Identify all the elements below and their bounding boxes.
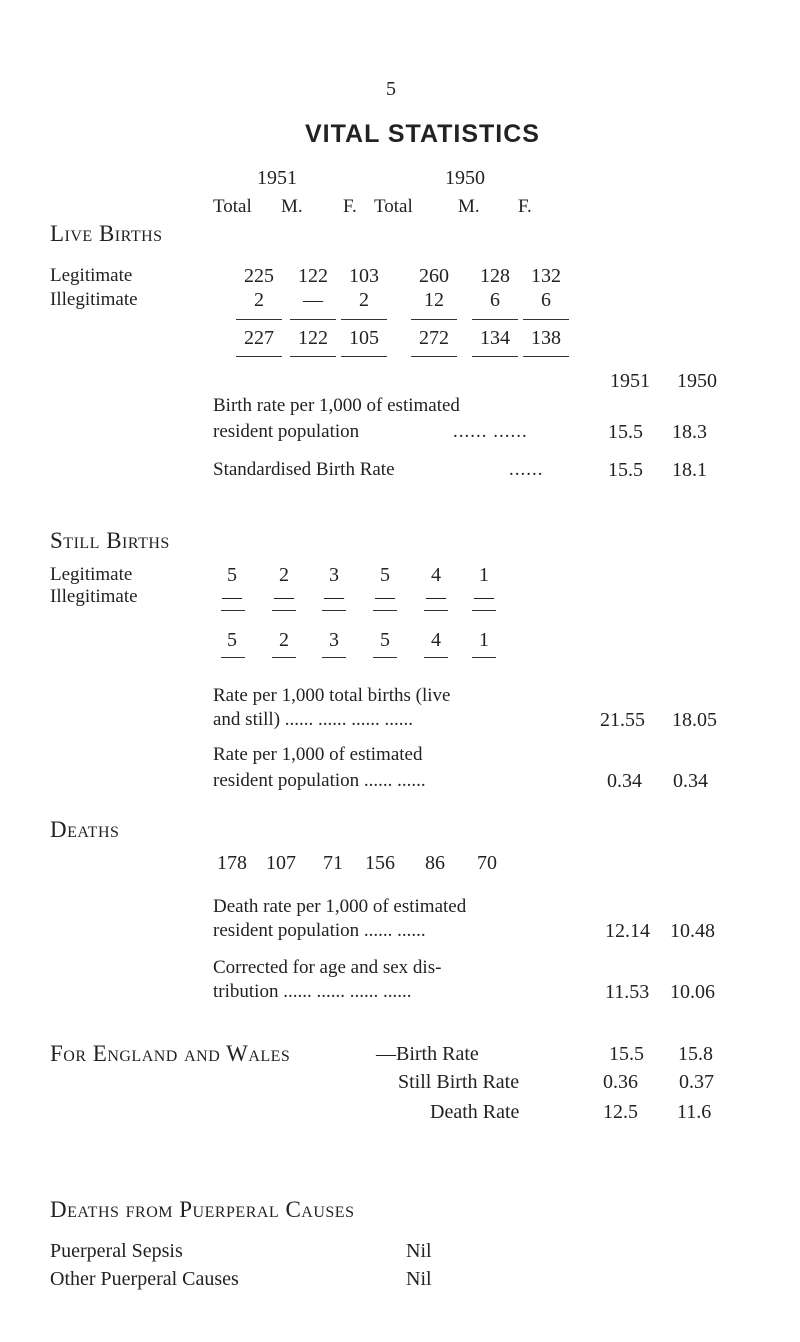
table-cell: 134 bbox=[480, 327, 510, 349]
divider bbox=[272, 657, 296, 658]
table-cell: 5 bbox=[227, 629, 237, 651]
still-rate-population-1951: 0.34 bbox=[607, 770, 642, 792]
table-cell: 1 bbox=[479, 629, 489, 651]
puerperal-sepsis-value: Nil bbox=[406, 1240, 432, 1262]
ew-birth-rate-1951: 15.5 bbox=[609, 1043, 644, 1065]
table-cell: 5 bbox=[227, 564, 237, 586]
puerperal-sepsis-label: Puerperal Sepsis bbox=[50, 1240, 183, 1262]
table-cell: 6 bbox=[541, 289, 551, 311]
table-cell: 5 bbox=[380, 629, 390, 651]
ew-death-rate-1951: 12.5 bbox=[603, 1101, 638, 1123]
col-header-total-1951: Total bbox=[213, 196, 252, 217]
divider bbox=[373, 657, 397, 658]
table-cell: 178 bbox=[217, 852, 247, 874]
divider bbox=[290, 356, 336, 357]
leader-dots: ...... bbox=[509, 459, 544, 480]
standardised-birth-rate-1950: 18.1 bbox=[672, 459, 707, 481]
year-header-1951: 1951 bbox=[257, 167, 297, 189]
ew-death-rate-1950: 11.6 bbox=[677, 1101, 712, 1123]
row-label-illegitimate: Illegitimate bbox=[50, 586, 138, 607]
year-header-1950: 1950 bbox=[445, 167, 485, 189]
table-cell: — bbox=[474, 586, 494, 608]
table-cell: 122 bbox=[298, 265, 328, 287]
table-cell: 12 bbox=[424, 289, 444, 311]
divider bbox=[221, 657, 245, 658]
table-cell: 4 bbox=[431, 629, 441, 651]
death-rate-1950: 10.48 bbox=[670, 920, 715, 942]
rate-year-1951: 1951 bbox=[610, 370, 650, 392]
ew-death-rate-label: Death Rate bbox=[430, 1101, 520, 1123]
other-puerperal-value: Nil bbox=[406, 1268, 432, 1290]
corrected-rate-label-line2: tribution ...... ...... ...... ...... bbox=[213, 981, 412, 1002]
still-rate-total-1950: 18.05 bbox=[672, 709, 717, 731]
still-rate-population-1950: 0.34 bbox=[673, 770, 708, 792]
table-cell: 107 bbox=[266, 852, 296, 874]
table-cell: 156 bbox=[365, 852, 395, 874]
table-cell: — bbox=[222, 586, 242, 608]
still-rate-total-label-line1: Rate per 1,000 total births (live bbox=[213, 685, 451, 706]
row-label-legitimate: Legitimate bbox=[50, 564, 133, 585]
divider bbox=[472, 657, 496, 658]
still-rate-population-label-line1: Rate per 1,000 of estimated bbox=[213, 744, 423, 765]
death-rate-label-line1: Death rate per 1,000 of estimated bbox=[213, 896, 467, 917]
birth-rate-1950: 18.3 bbox=[672, 421, 707, 443]
divider bbox=[472, 356, 518, 357]
other-puerperal-label: Other Puerperal Causes bbox=[50, 1268, 239, 1290]
still-rate-total-1951: 21.55 bbox=[600, 709, 645, 731]
table-cell: 225 bbox=[244, 265, 274, 287]
divider bbox=[221, 610, 245, 611]
standardised-birth-rate-label: Standardised Birth Rate bbox=[213, 459, 395, 480]
table-cell: 128 bbox=[480, 265, 510, 287]
divider bbox=[290, 319, 336, 320]
divider bbox=[472, 319, 518, 320]
col-header-f-1950: F. bbox=[518, 196, 532, 217]
ew-birth-rate-1950: 15.8 bbox=[678, 1043, 713, 1065]
page-title: VITAL STATISTICS bbox=[305, 120, 540, 148]
table-cell: 132 bbox=[531, 265, 561, 287]
england-wales-heading: For England and Wales bbox=[50, 1041, 291, 1066]
ew-still-birth-rate-label: Still Birth Rate bbox=[398, 1071, 520, 1093]
divider bbox=[272, 610, 296, 611]
divider bbox=[341, 319, 387, 320]
table-cell: 227 bbox=[244, 327, 274, 349]
table-cell: — bbox=[303, 289, 323, 311]
col-header-total-1950: Total bbox=[374, 196, 413, 217]
col-header-m-1951: M. bbox=[281, 196, 303, 217]
divider bbox=[424, 610, 448, 611]
live-births-heading: Live Births bbox=[50, 221, 163, 246]
table-cell: 71 bbox=[323, 852, 343, 874]
divider bbox=[236, 319, 282, 320]
divider bbox=[411, 356, 457, 357]
table-cell: — bbox=[426, 586, 446, 608]
puerperal-heading: Deaths from Puerperal Causes bbox=[50, 1197, 355, 1222]
still-births-heading: Still Births bbox=[50, 528, 170, 553]
death-rate-label-line2: resident population ...... ...... bbox=[213, 920, 426, 941]
divider bbox=[523, 319, 569, 320]
ew-birth-rate-label: —Birth Rate bbox=[376, 1043, 479, 1065]
table-cell: 103 bbox=[349, 265, 379, 287]
birth-rate-1951: 15.5 bbox=[608, 421, 643, 443]
table-cell: 2 bbox=[279, 564, 289, 586]
divider bbox=[411, 319, 457, 320]
table-cell: 2 bbox=[359, 289, 369, 311]
corrected-rate-1950: 10.06 bbox=[670, 981, 715, 1003]
divider bbox=[341, 356, 387, 357]
row-label-legitimate: Legitimate bbox=[50, 265, 133, 286]
table-cell: 3 bbox=[329, 564, 339, 586]
table-cell: 138 bbox=[531, 327, 561, 349]
table-cell: 4 bbox=[431, 564, 441, 586]
table-cell: 5 bbox=[380, 564, 390, 586]
divider bbox=[373, 610, 397, 611]
still-rate-total-label-line2: and still) ...... ...... ...... ...... bbox=[213, 709, 414, 730]
divider bbox=[424, 657, 448, 658]
divider bbox=[322, 610, 346, 611]
table-cell: 86 bbox=[425, 852, 445, 874]
divider bbox=[236, 356, 282, 357]
deaths-heading: Deaths bbox=[50, 817, 120, 842]
birth-rate-label-line2: resident population bbox=[213, 421, 360, 442]
col-header-m-1950: M. bbox=[458, 196, 480, 217]
divider bbox=[322, 657, 346, 658]
table-cell: 105 bbox=[349, 327, 379, 349]
table-cell: 3 bbox=[329, 629, 339, 651]
ew-still-birth-rate-1950: 0.37 bbox=[679, 1071, 714, 1093]
table-cell: 1 bbox=[479, 564, 489, 586]
corrected-rate-label-line1: Corrected for age and sex dis- bbox=[213, 957, 442, 978]
table-cell: — bbox=[274, 586, 294, 608]
page-number: 5 bbox=[386, 78, 396, 100]
leader-dots: ...... ...... bbox=[453, 421, 528, 442]
table-cell: 6 bbox=[490, 289, 500, 311]
table-cell: 272 bbox=[419, 327, 449, 349]
standardised-birth-rate-1951: 15.5 bbox=[608, 459, 643, 481]
table-cell: — bbox=[375, 586, 395, 608]
table-cell: 260 bbox=[419, 265, 449, 287]
death-rate-1951: 12.14 bbox=[605, 920, 650, 942]
birth-rate-label-line1: Birth rate per 1,000 of estimated bbox=[213, 395, 460, 416]
table-cell: 70 bbox=[477, 852, 497, 874]
divider bbox=[523, 356, 569, 357]
still-rate-population-label-line2: resident population ...... ...... bbox=[213, 770, 426, 791]
corrected-rate-1951: 11.53 bbox=[605, 981, 650, 1003]
table-cell: 2 bbox=[279, 629, 289, 651]
col-header-f-1951: F. bbox=[343, 196, 357, 217]
ew-still-birth-rate-1951: 0.36 bbox=[603, 1071, 638, 1093]
divider bbox=[472, 610, 496, 611]
row-label-illegitimate: Illegitimate bbox=[50, 289, 138, 310]
table-cell: 2 bbox=[254, 289, 264, 311]
table-cell: 122 bbox=[298, 327, 328, 349]
rate-year-1950: 1950 bbox=[677, 370, 717, 392]
table-cell: — bbox=[324, 586, 344, 608]
